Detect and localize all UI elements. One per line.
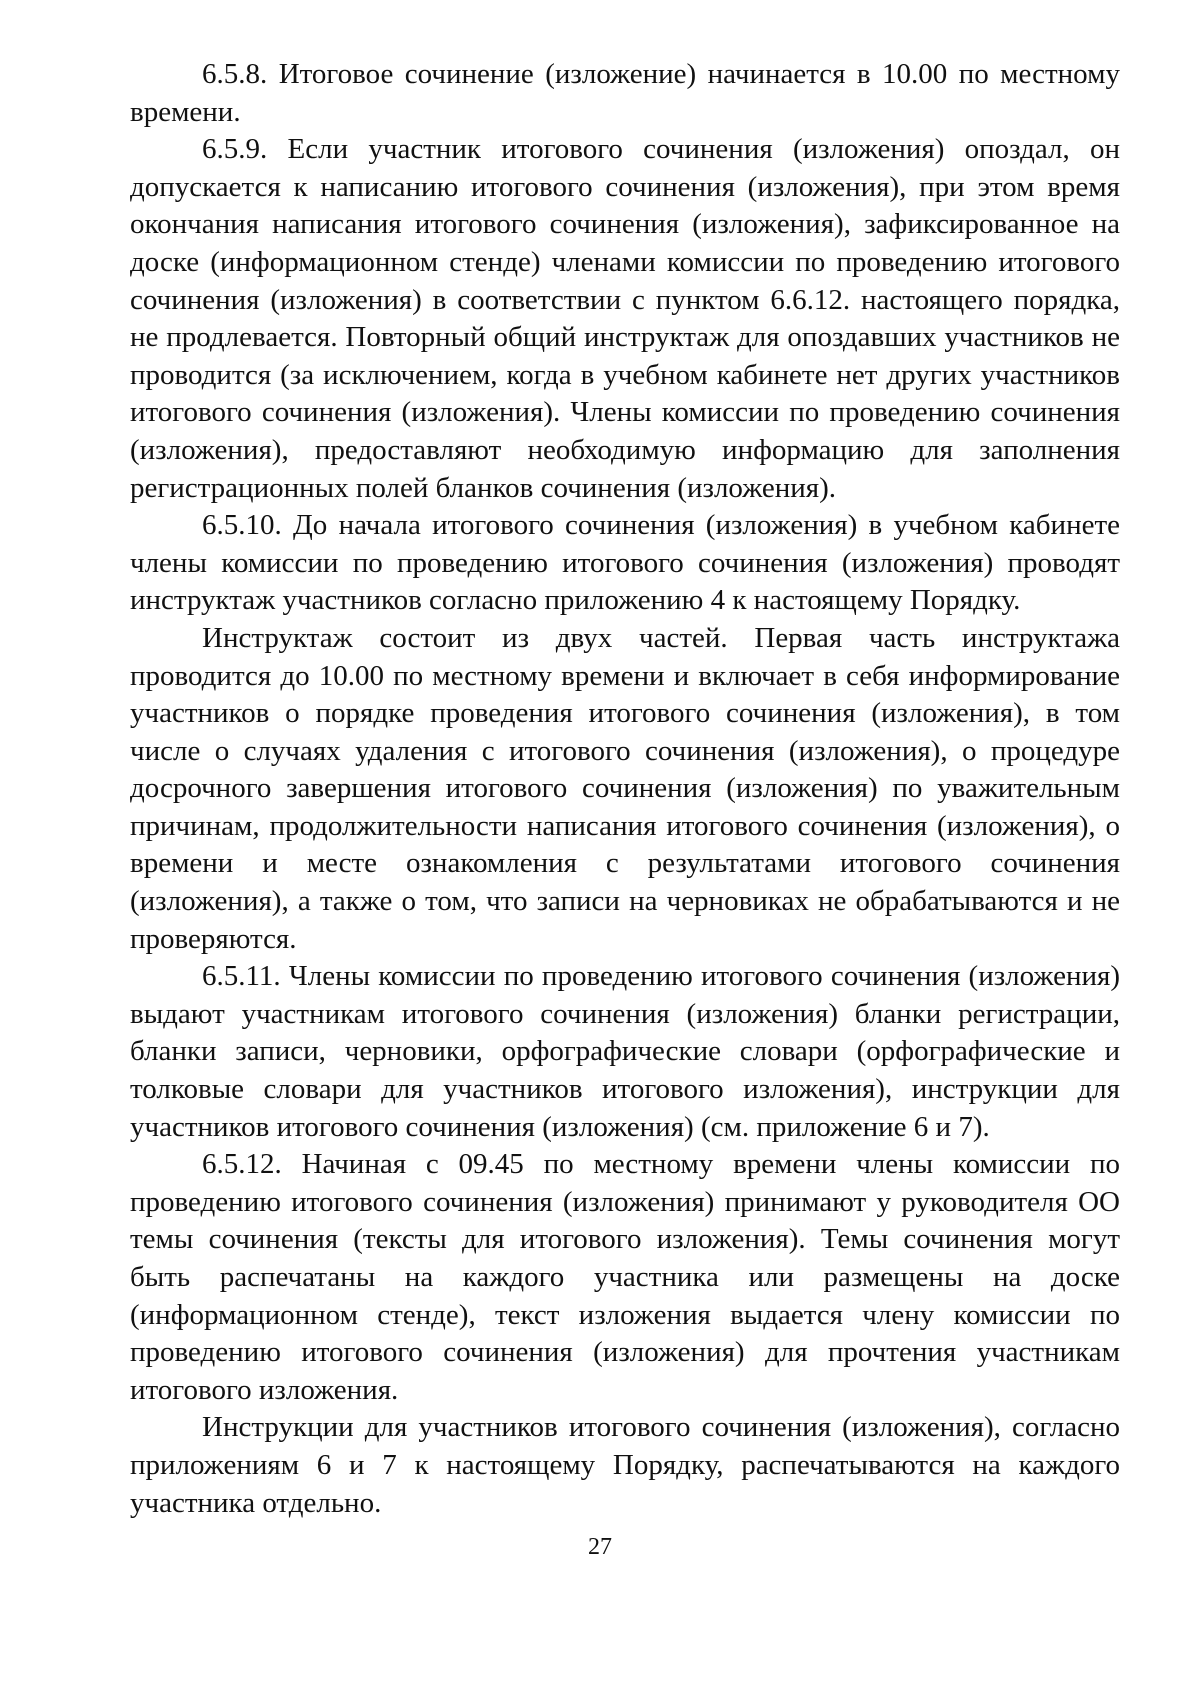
- paragraph-6-5-11: 6.5.11. Члены комиссии по проведению итогового сочинения (изложения) выдают участникам итогового сочинения (изложения) бланки регистрации, бланки записи, черновики, орфографические словари (орфографические и толковые словари для участников итогового изложения), инструкции для участников итогового сочинения (изложения) (см. приложение 6 и 7).: [130, 960, 1120, 1143]
- page-number: 27: [588, 1534, 612, 1560]
- paragraph-6-5-10: 6.5.10. До начала итогового сочинения (изложения) в учебном кабинете члены комиссии по проведению итогового сочинения (изложения) проводят инструктаж участников согласно приложению 4 к настоящему Порядку.: [130, 509, 1120, 617]
- paragraph-instructions: Инструкции для участников итогового сочинения (изложения), согласно приложениям 6 и 7 к настоящему Порядку, распечатываются на каждого участника отдельно.: [130, 1411, 1120, 1519]
- paragraph-6-5-8: 6.5.8. Итоговое сочинение (изложение) начинается в 10.00 по местному времени.: [130, 58, 1120, 128]
- document-body: [130, 56, 1120, 1522]
- paragraph-6-5-9: 6.5.9. Если участник итогового сочинения (изложения) опоздал, он допускается к написанию итогового сочинения (изложения), при этом время окончания написания итогового сочинения (изложения), зафиксированное на доске (информационном стенде) членами комиссии по проведению итогового сочинения (изложения) в соответствии с пунктом 6.6.12. настоящего порядка, не продлевается. Повторный общий инструктаж для опоздавших участников не проводится (за исключением, когда в учебном кабинете нет других участников итогового сочинения (изложения). Члены комиссии по проведению сочинения (изложения), предоставляют необходимую информацию для заполнения регистрационных полей бланков сочинения (изложения).: [130, 133, 1120, 504]
- paragraph-briefing: Инструктаж состоит из двух частей. Первая часть инструктажа проводится до 10.00 по местному времени и включает в себя информирование участников о порядке проведения итогового сочинения (изложения), в том числе о случаях удаления с итогового сочинения (изложения), о процедуре досрочного завершения итогового сочинения (изложения) по уважительным причинам, продолжительности написания итогового сочинения (изложения), о времени и месте ознакомления с результатами итогового сочинения (изложения), а также о том, что записи на черновиках не обрабатываются и не проверяются.: [130, 621, 1120, 955]
- paragraph-6-5-12: 6.5.12. Начиная с 09.45 по местному времени члены комиссии по проведению итогового сочинения (изложения) принимают у руководителя ОО темы сочинения (тексты для итогового изложения). Темы сочинения могут быть распечатаны на каждого участника или размещены на доске (информационном стенде), текст изложения выдается члену комиссии по проведению итогового сочинения (изложения) для прочтения участникам итогового изложения.: [130, 1148, 1120, 1406]
